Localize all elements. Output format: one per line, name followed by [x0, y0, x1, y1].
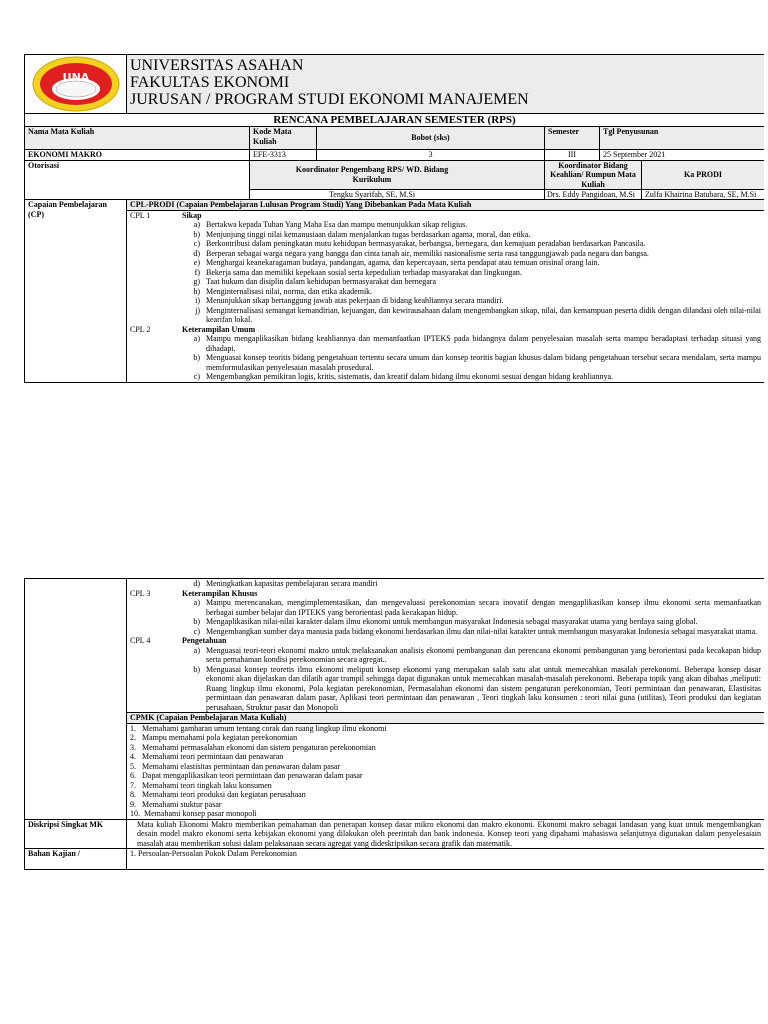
tgl-value: 25 September 2021 [600, 150, 765, 161]
bahan-label: Bahan Kajian / [25, 849, 127, 870]
list-item: 7. Memahami teori tingkah laku konsumen [130, 780, 272, 790]
cpmk-title: CPMK (Capaian Pembelajaran Mata Kuliah) [127, 713, 764, 724]
cpmk-list [127, 724, 764, 819]
list-item: a) Mampu merencanakan, mengimplementasikan, dan mengevaluasi perekonomian secara inovatif dengan mengaplikasikan konsep ilmu ekonomi serta memanfaatkan berbagai sumber belajar dan IPTEKS yang berorientasi pada kecakapan hidup. [193, 598, 761, 617]
cpl4-block [130, 636, 761, 712]
otorisasi-label: Otorisasi [25, 160, 250, 200]
list-item: b) Mengaplikasikan nilai-nilai karakter dalam ilmu ekonomi untuk membangun masyarakat Indonesia sebagai masyarakat utama yang berdaya saing global. [193, 617, 698, 626]
bobot-label: Bobot (sks) [317, 127, 545, 150]
semester-label: Semester [545, 127, 600, 150]
cpl3-title: Keterampilan Khusus [182, 588, 258, 598]
list-item: c) Mengembangkan pemikiran logis, kritis, sistematis, dan kreatif dalam bidang ilmu ekonomi sesuai dengan bidang keahliannya. [193, 372, 614, 381]
list-item: 10. Memahami konsep pasar monopoli [130, 809, 257, 818]
list-item: b) Menguasai konsep teoretis ilmu ekonomi meliputi konsep ekonomi yang merupakan salah satu alat untuk memecahkan masalah perekonomi. Beberapa konsep dasar ekonomi akan dijelaskan dan dilatih agar trampil sehingga dapat digunakan untuk memecahkan masalah-masalah perekonomi. Beberapa topik yang akan dibahas ,meliputi: Ruang lingkup ilmu ekonomi, Pola kegiatan perekonomian, Permasalahan ekonomi dan sistem pengaturan perekonomian, Teori permintaan dan penawaran, Elastisitas permintaan dan penawaran dalam pasar, Aplikasi teori permintaan dan penawaran , Teori tingkah laku konsumen : teori nilai guna (utilitas), Teori produksi dan kegiatan perusahaan, Struktur pasar dan Monopoli [193, 664, 761, 712]
cpl-content-1 [127, 210, 765, 382]
bobot-value: 3 [317, 150, 545, 161]
list-item: 2. Mampu memahami pola kegiatan perekonomian [130, 733, 298, 742]
nama-mk-label: Nama Mata Kuliah [25, 127, 250, 150]
otorisasi-col1: Koordinator Pengembang RPS/ WD. Bidang Kurikulum [250, 160, 545, 189]
list-item: 1. Memahami gambaran umum tentang corak dan ruang lingkup ilmu ekonomi [130, 723, 387, 733]
cpl2-continued [130, 579, 761, 589]
cpl2-list-continued [182, 579, 761, 589]
list-item: g) Taat hukum dan disiplin dalam kehidupan bermasyarakat dan bernegara [193, 277, 437, 286]
list-item: c) Mengembangkan sumber daya manusia pada bidang ekonomi berdasarkan ilmu dan nilai-nilai karakter untuk membangun masyarakat Indonesia sebagai masyarakat utama. [193, 626, 758, 636]
cpl1-code: CPL 1 [130, 210, 151, 220]
cpl4-list [182, 646, 761, 713]
rps-table-page-1 [24, 54, 764, 383]
capaian-continued-label [25, 579, 127, 820]
list-item: 4. Memahami teori permintaan dan penawaran [130, 752, 284, 761]
list-item: a) Bertakwa kepada Tuhan Yang Maha Esa dan mampu menunjukkan sikap religius. [193, 220, 468, 229]
bahan-first-item: 1. Persoalan-Persoalan Pokok Dalam Perekonomian [127, 849, 765, 870]
cpl1-list [182, 220, 761, 325]
cpl4-title: Pengetahuan [182, 636, 227, 645]
list-item: c) Berkontribusi dalam peningkatan mutu kehidupan bermasyarakat, berbangsa, bernegara, dan kemajuan peradaban berdasarkan Pancasila. [193, 239, 646, 248]
cpl1-block [130, 211, 761, 325]
doc-title: RENCANA PEMBELAJARAN SEMESTER (RPS) [25, 114, 765, 127]
list-item: 8. Memahami teori produksi dan kegiatan perusahaan [130, 790, 306, 799]
cpl3-code: CPL 3 [130, 588, 151, 598]
list-item: b) Menjunjung tinggi nilai kemanusiaan dalam menjalankan tugas berdasarkan agama, moral, dan etika. [193, 229, 531, 239]
cpl-prodi-header: CPL-PRODI (Capaian Pembelajaran Lulusan Program Studi) Yang Dibebankan Pada Mata Kuliah [127, 200, 765, 211]
university-logo-icon [31, 56, 121, 112]
list-item: 5. Memahami elastisitas permintaan dan penawaran dalam pasar [130, 761, 341, 771]
list-item: e) Menghargai keanekaragaman budaya, pandangan, agama, dan kepercayaan, serta pendapat atau temuan orisinal orang lain. [193, 258, 600, 267]
cpmk-cell [127, 713, 765, 820]
kode-label: Kode Mata Kuliah [250, 127, 317, 150]
deskripsi-label: Diskripsi Singkat MK [25, 819, 127, 849]
document-page-2 [24, 578, 764, 1024]
institution-header [127, 55, 765, 114]
list-item: d) Berperan sebagai warga negara yang bangga dan cinta tanah air, memiliki nasionalisme serta rasa tanggungjawab pada negara dan bangsa. [193, 248, 649, 258]
nama-mk-value: EKONOMI MAKRO [25, 150, 250, 161]
list-item: d) Meningkatkan kapasitas pembelajaran secara mandiri [193, 579, 378, 588]
list-item: i) Menunjukkan sikap bertanggung jawab atas pekerjaan di bidang keahliannya secara mandiri. [195, 296, 504, 305]
list-item: b) Menguasai konsep teoritis bidang pengetahuan tertentu secara umum dan konsep teoritis bagian khusus dalam bidang pengetahuan tersebut secara mendalam, serta mampu memformulasikan penyelesaian masalah prosedural. [193, 353, 761, 372]
deskripsi-text: Mata kuliah Ekonomi Makro memberikan pemahaman dan penerapan konsep dasar mikro ekonomi dan makro ekonomi. Ekonomi makro sebagai landasan yang kuat untuk mengembangkan desain model makro ekonomi serta kebijakan ekonomi yang dilakukan oleh peerintah dan bank indonesia. Konsep teori yang dipahami mahasiswa selanjutnya digunakan dalam penyelesaiain masalah atau memberikan solusi dalam pelaksanaan secara agregat yang dideskripsikan secara grafik dan matematik. [127, 819, 765, 849]
otorisasi-name1: Tengku Syarifah, SE, M.Si [250, 189, 545, 200]
list-item: 6. Dapat mengaplikasikan teori permintaan dan penawaran dalam pasar [130, 771, 363, 780]
tgl-label: Tgl Penyusunan [600, 127, 765, 150]
otorisasi-col3: Ka PRODI [684, 169, 722, 179]
document-page-1 [24, 54, 764, 506]
list-item: h) Menginternalisasi nilai, norma, dan etika akademik. [193, 286, 373, 296]
capaian-label: Capaian Pembelajaran (CP) [25, 200, 127, 383]
list-item: j) Menginternalisasi semangat kemandirian, kejuangan, dan kewirausahaan dalam mengembangkan sikap, nilai, dan kemampuan peserta didik dengan dilandasi oleh nilai-nilai kearifan lokal. [195, 305, 761, 324]
faculty-name: FAKULTAS EKONOMI [130, 74, 290, 91]
list-item: f) Bekerja sama dan memiliki kepekaan sosial serta kepedulian terhadap masyarakat dan lingkungan. [194, 267, 522, 277]
kode-value: EFE-3313 [250, 150, 317, 161]
list-item: a) Mampu mengaplikasikan bidang keahliannya dan memanfaatkan IPTEKS pada bidangnya dalam penyelesaian masalah serta mampu beradaptasi terhadap situasi yang dihadapi. [193, 334, 761, 353]
otorisasi-name2: Drs. Eddy Pangidoan, M.Si [545, 190, 642, 200]
list-item: 9. Memahami stuktur pasar [130, 799, 222, 809]
cpl2-block [130, 325, 761, 382]
department-name: JURUSAN / PROGRAM STUDI EKONOMI MANAJEMEN [130, 91, 529, 108]
otorisasi-name3: Zulfa Khairina Batubara, SE, M.Si [645, 189, 757, 199]
semester-value: III [545, 150, 600, 161]
university-name: UNIVERSITAS ASAHAN [130, 57, 304, 74]
cpl2-code: CPL 2 [130, 324, 151, 334]
list-item: a) Menguasai teori-teori ekonomi makro untuk melaksanakan analisis ekonomi pembangunan dan perencana ekonomi pembangunan yang berorientasi pada kecakapan hidup serta pemahaman kondisi perekonomian secara agregat.. [193, 645, 761, 664]
cpl1-title: Sikap [182, 210, 202, 220]
cpl3-list [182, 598, 761, 636]
otorisasi-col2: Koordinator Bidang Keahlian/ Rumpun Mata Kuliah [545, 161, 642, 189]
logo-cell [25, 55, 127, 114]
logo-text: UNA [62, 71, 89, 84]
cpl2-list [182, 334, 761, 382]
cpl2-title: Keterampilan Umum [182, 324, 256, 334]
cpl4-code: CPL 4 [130, 636, 151, 645]
rps-table-page-2 [24, 578, 764, 870]
cpl3-block [130, 589, 761, 637]
list-item: 3. Memahami permasalahan ekonomi dan sistem pengaturan perekonomian [130, 742, 376, 752]
cpl-content-2 [127, 579, 765, 713]
